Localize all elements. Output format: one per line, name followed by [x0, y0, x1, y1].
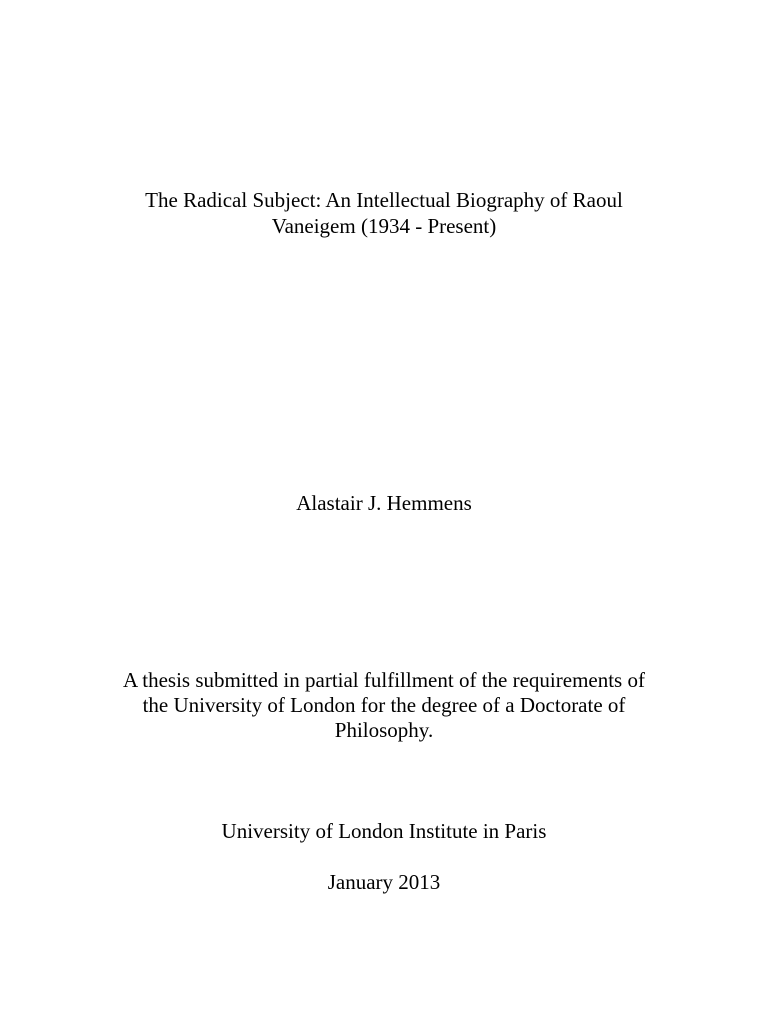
- submission-date: January 2013: [327, 870, 441, 894]
- thesis-statement-line-2: the University of London for the degree of a Doctorate of: [142, 693, 626, 717]
- thesis-statement-line-1: A thesis submitted in partial fulfillment of the requirements of: [123, 668, 645, 692]
- thesis-statement-line-3: Philosophy.: [334, 718, 434, 742]
- thesis-title-line-1: The Radical Subject: An Intellectual Biography of Raoul: [145, 188, 623, 212]
- institution-name: University of London Institute in Paris: [221, 819, 547, 843]
- author-name: Alastair J. Hemmens: [296, 491, 472, 515]
- thesis-title-line-2: Vaneigem (1934 - Present): [271, 214, 497, 238]
